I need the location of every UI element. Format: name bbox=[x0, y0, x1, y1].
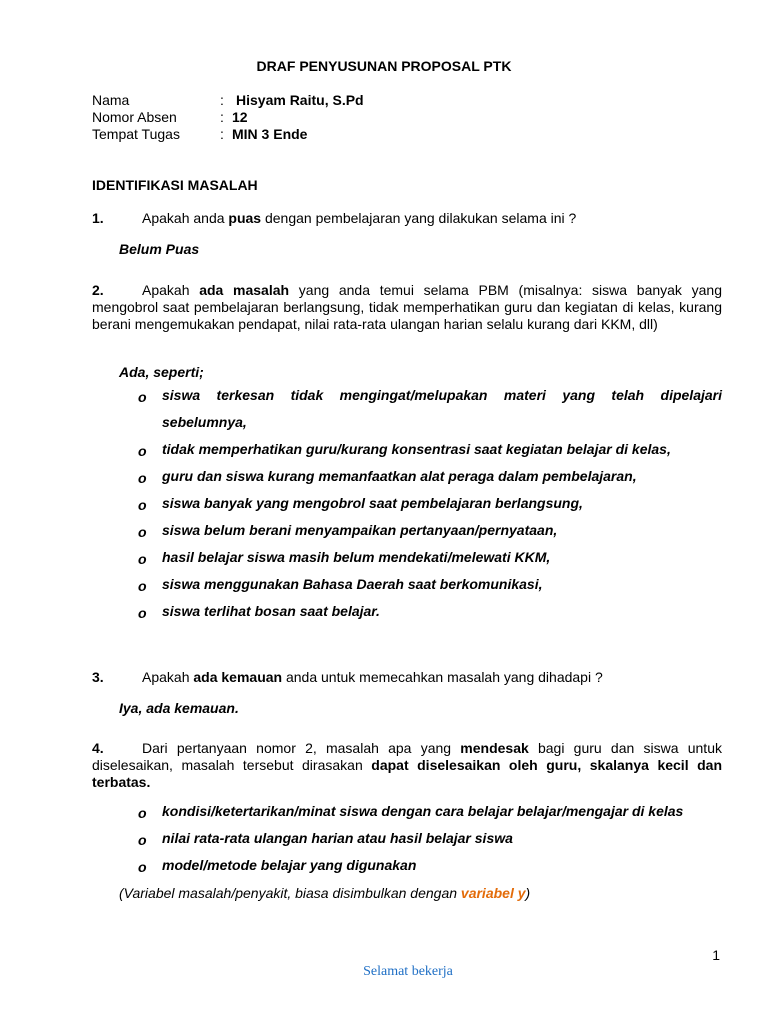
info-label: Nama bbox=[92, 92, 130, 108]
list-item-text: siswa menggunakan Bahasa Daerah saat berkomunikasi, bbox=[162, 576, 543, 592]
list-item-text: tidak memperhatikan guru/kurang konsentrasi saat kegiatan belajar di kelas, bbox=[162, 441, 671, 457]
note-text: (Variabel masalah/penyakit, biasa disimbulkan dengan bbox=[119, 885, 461, 901]
list-item bbox=[138, 490, 722, 517]
list-item-text: guru dan siswa kurang memanfaatkan alat peraga dalam pembelajaran, bbox=[162, 468, 637, 484]
info-row-nama bbox=[92, 92, 364, 109]
question-emphasis: puas bbox=[228, 210, 262, 226]
bullet-icon: o bbox=[138, 859, 147, 875]
bullet-icon: o bbox=[138, 524, 147, 540]
bullet-icon: o bbox=[138, 805, 147, 821]
list-item-text: siswa belum berani menyampaikan pertanyaan/pernyataan, bbox=[162, 522, 558, 538]
list-item-text: kondisi/ketertarikan/minat siswa dengan cara belajar belajar/mengajar di kelas bbox=[162, 803, 684, 819]
info-label: Tempat Tugas bbox=[92, 126, 180, 142]
question-emphasis: mendesak bbox=[460, 740, 529, 756]
document-title: DRAF PENYUSUNAN PROPOSAL PTK bbox=[256, 58, 512, 74]
list-item bbox=[138, 825, 722, 852]
variable-list bbox=[138, 798, 722, 879]
list-item bbox=[138, 517, 722, 544]
question-1-text bbox=[142, 210, 576, 226]
question-text: dengan pembelajaran yang dilakukan selama ini ? bbox=[261, 210, 577, 226]
list-item-text: siswa terlihat bosan saat belajar. bbox=[162, 603, 380, 619]
question-text: Dari pertanyaan nomor 2, masalah apa yang bbox=[142, 740, 461, 756]
question-4-text bbox=[92, 740, 722, 791]
list-item bbox=[138, 382, 722, 436]
question-text: Apakah bbox=[142, 669, 194, 685]
list-item bbox=[138, 571, 722, 598]
list-item bbox=[138, 598, 722, 625]
question-number: 1. bbox=[92, 210, 104, 226]
question-3-text bbox=[142, 669, 603, 685]
info-value: MIN 3 Ende bbox=[232, 126, 308, 142]
info-value: 12 bbox=[232, 109, 248, 125]
question-emphasis: ada kemauan bbox=[193, 669, 283, 685]
bullet-icon: o bbox=[138, 389, 147, 405]
bullet-icon: o bbox=[138, 605, 147, 621]
info-value: Hisyam Raitu, S.Pd bbox=[236, 92, 364, 108]
question-2-text bbox=[92, 282, 722, 333]
problem-list bbox=[138, 382, 722, 625]
answer-2: Ada, seperti; bbox=[119, 364, 204, 380]
question-text: yang anda temui selama PBM (misalnya: siswa banyak yang mengobrol saat pembelajaran berlangsung, tidak memperhatikan guru dan kegiatan di kelas, kurang berani mengemukakan pendapat, nilai rata-rata ulangan harian selalu kurang dari KKM, dll) bbox=[92, 282, 722, 332]
question-number: 3. bbox=[92, 669, 104, 685]
info-row-tempat bbox=[92, 126, 364, 143]
bullet-icon: o bbox=[138, 470, 147, 486]
info-colon: : bbox=[220, 109, 224, 125]
info-colon: : bbox=[220, 126, 224, 142]
bullet-icon: o bbox=[138, 551, 147, 567]
section-heading: IDENTIFIKASI MASALAH bbox=[92, 177, 258, 193]
info-label: Nomor Absen bbox=[92, 109, 177, 125]
question-number: 4. bbox=[92, 740, 104, 756]
list-item bbox=[138, 798, 722, 825]
info-block bbox=[92, 92, 364, 143]
answer-3: Iya, ada kemauan. bbox=[119, 700, 239, 716]
list-item-text: siswa terkesan tidak mengingat/melupakan materi yang telah dipelajari sebelumnya, bbox=[162, 387, 722, 430]
bullet-icon: o bbox=[138, 832, 147, 848]
list-item bbox=[138, 544, 722, 571]
bullet-icon: o bbox=[138, 578, 147, 594]
note-highlight: variabel y bbox=[460, 885, 526, 901]
note-text: ) bbox=[525, 885, 531, 901]
question-emphasis: ada masalah bbox=[199, 282, 290, 298]
question-number: 2. bbox=[92, 282, 104, 298]
question-emphasis: dapat diselesaikan oleh guru, skalanya kecil dan terbatas. bbox=[92, 757, 722, 790]
question-text: anda untuk memecahkan masalah yang dihadapi ? bbox=[282, 669, 603, 685]
question-text: Apakah anda bbox=[142, 210, 229, 226]
bullet-icon: o bbox=[138, 497, 147, 513]
list-item bbox=[138, 436, 722, 463]
answer-1: Belum Puas bbox=[119, 241, 200, 257]
list-item-text: model/metode belajar yang digunakan bbox=[162, 857, 417, 873]
question-text: bagi guru dan siswa untuk diselesaikan, masalah tersebut dirasakan bbox=[92, 740, 722, 773]
bullet-icon: o bbox=[138, 443, 147, 459]
info-row-absen bbox=[92, 109, 364, 126]
page-footer: Selamat bekerja bbox=[363, 964, 453, 979]
question-text: Apakah bbox=[142, 282, 200, 298]
variable-note bbox=[119, 885, 530, 901]
list-item-text: nilai rata-rata ulangan harian atau hasil belajar siswa bbox=[162, 830, 513, 846]
list-item bbox=[138, 852, 722, 879]
list-item bbox=[138, 463, 722, 490]
info-colon: : bbox=[220, 92, 224, 108]
page-number: 1 bbox=[712, 947, 720, 963]
list-item-text: hasil belajar siswa masih belum mendekati/melewati KKM, bbox=[162, 549, 551, 565]
list-item-text: siswa banyak yang mengobrol saat pembelajaran berlangsung, bbox=[162, 495, 583, 511]
